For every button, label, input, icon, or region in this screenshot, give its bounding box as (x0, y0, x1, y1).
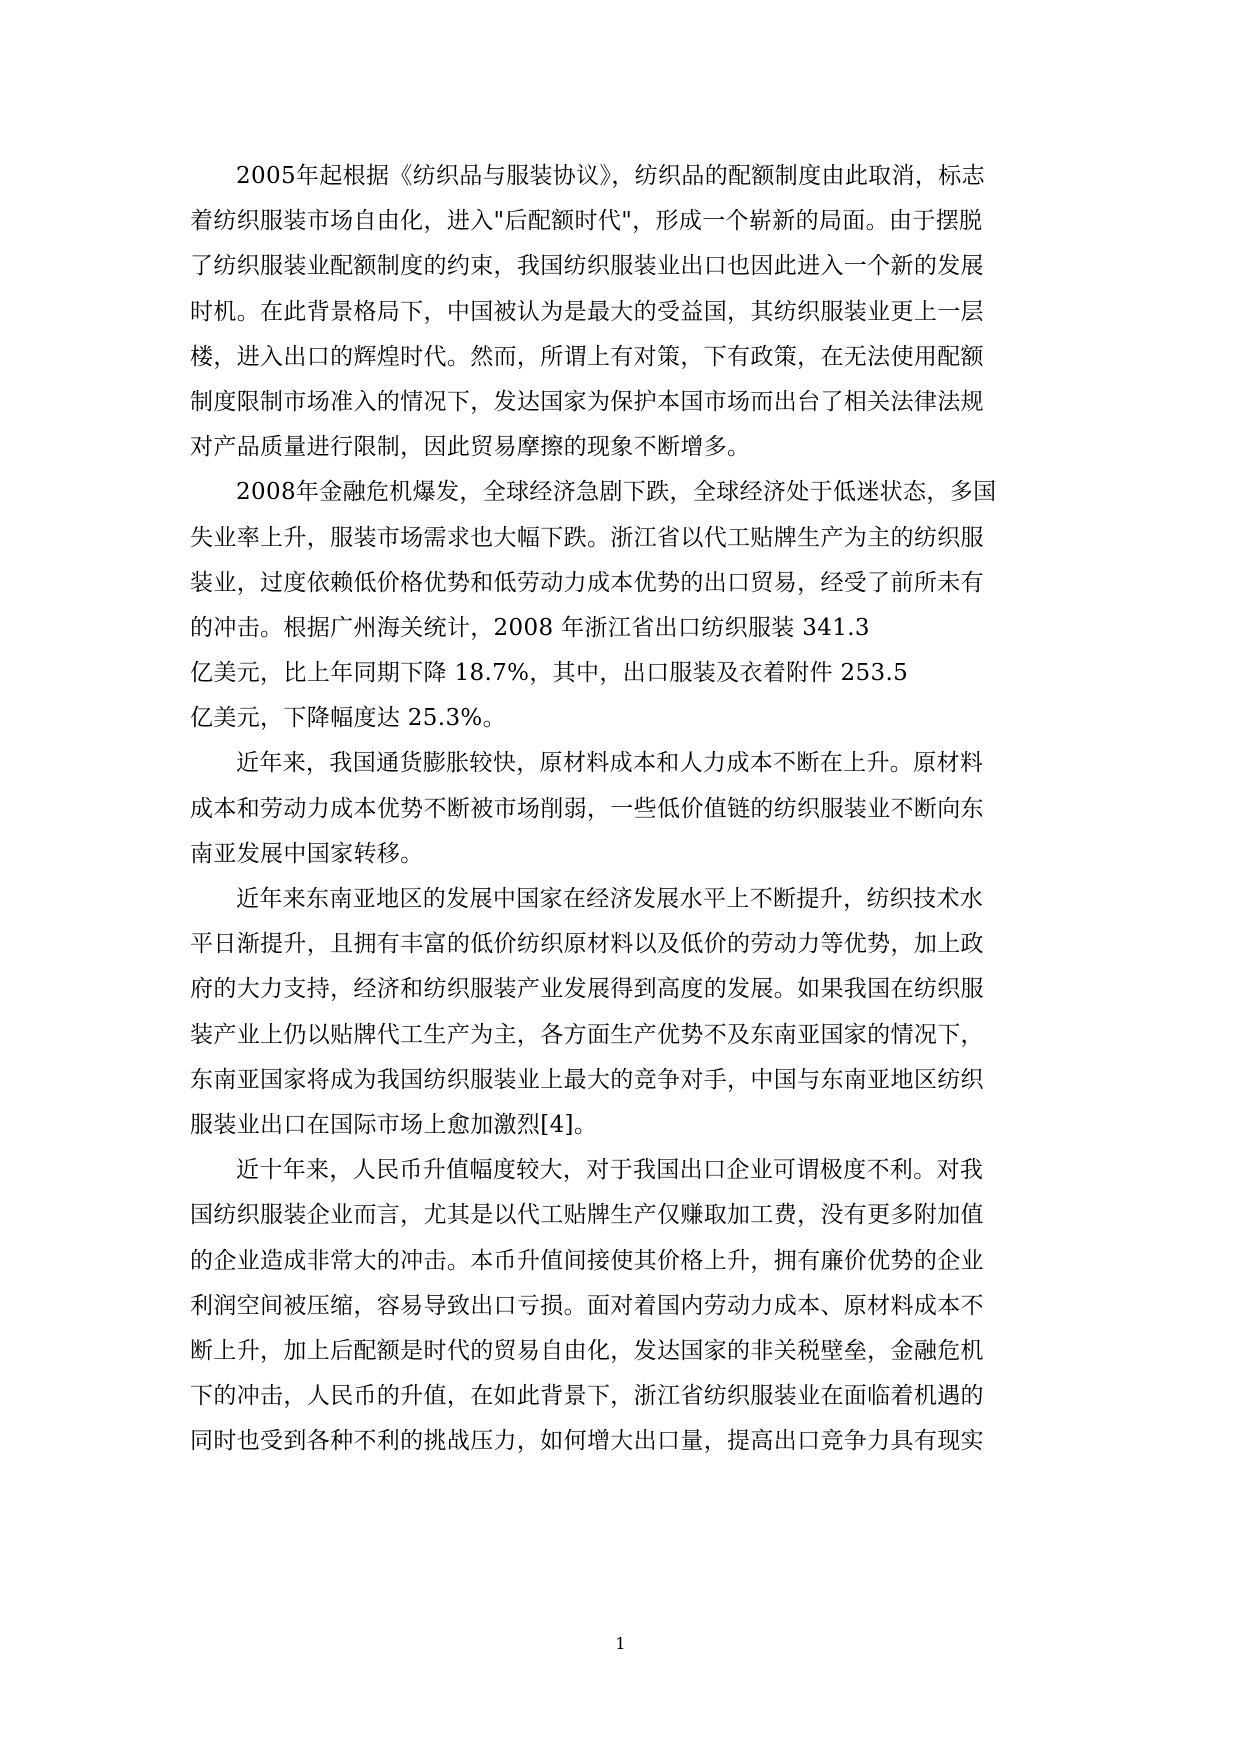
text-line: 了纺织服装业配额制度的约束，我国纺织服装业出口也因此进入一个新的发展 (190, 253, 984, 280)
paragraph-first-line: 2005年起根据《纺织品与服装协议》，纺织品的配额制度由此取消，标志 (236, 163, 985, 189)
text-line: 亿美元，比上年同期下降 18.7%，其中，出口服装及衣着附件 253.5 (190, 660, 909, 687)
text-line: 利润空间被压缩，容易导致出口亏损。面对着国内劳动力成本、原材料成本不 (190, 1292, 984, 1319)
paragraph-first-line: 2008年金融危机爆发，全球经济急剧下跌，全球经济处于低迷状态，多国 (236, 479, 997, 506)
text-line: 成本和劳动力成本优势不断被市场削弱，一些低价值链的纺织服装业不断向东 (190, 795, 984, 822)
text-line: 失业率上升，服装市场需求也大幅下跌。浙江省以代工贴牌生产为主的纺织服 (190, 524, 984, 551)
text-line: 装产业上仍以贴牌代工生产为主，各方面生产优势不及东南亚国家的情况下， (190, 1021, 984, 1048)
text-line: 对产品质量进行限制，因此贸易摩擦的现象不断增多。 (190, 434, 751, 461)
paragraph-first-line: 近年来东南亚地区的发展中国家在经济发展水平上不断提升，纺织技术水 (236, 886, 984, 912)
text-line: 东南亚国家将成为我国纺织服装业上最大的竞争对手，中国与东南亚地区纺织 (190, 1066, 984, 1093)
page-number: 1 (615, 1634, 626, 1653)
body-text (190, 154, 1050, 1464)
text-line: 装业，过度依赖低价格优势和低劳动力成本优势的出口贸易，经受了前所未有 (190, 569, 984, 596)
text-line: 南亚发展中国家转移。 (190, 840, 424, 867)
paragraph-first-line: 近年来，我国通货膨胀较快，原材料成本和人力成本不断在上升。原材料 (236, 750, 984, 777)
text-line: 制度限制市场准入的情况下，发达国家为保护本国市场而出台了相关法律法规 (190, 388, 984, 415)
text-line: 服装业出口在国际市场上愈加激烈[4]。 (190, 1111, 598, 1138)
text-line: 的冲击。根据广州海关统计，2008 年浙江省出口纺织服装 341.3 (190, 614, 870, 641)
text-line: 亿美元，下降幅度达 25.3%。 (190, 705, 506, 732)
text-line: 府的大力支持，经济和纺织服装产业发展得到高度的发展。如果我国在纺织服 (190, 976, 984, 1003)
text-line: 的企业造成非常大的冲击。本币升值间接使其价格上升，拥有廉价优势的企业 (190, 1247, 984, 1274)
text-line: 同时也受到各种不利的挑战压力，如何增大出口量，提高出口竞争力具有现实 (190, 1428, 984, 1455)
paragraph-first-line: 近十年来，人民币升值幅度较大，对于我国出口企业可谓极度不利。对我 (236, 1157, 984, 1184)
text-line: 楼，进入出口的辉煌时代。然而，所谓上有对策，下有政策，在无法使用配额 (190, 343, 984, 370)
text-line: 下的冲击，人民币的升值，在如此背景下，浙江省纺织服装业在面临着机遇的 (190, 1383, 984, 1410)
text-line: 国纺织服装企业而言，尤其是以代工贴牌生产仅赚取加工费，没有更多附加值 (190, 1202, 984, 1229)
text-line: 着纺织服装市场自由化，进入"后配额时代"，形成一个崭新的局面。由于摆脱 (190, 208, 983, 235)
text-line: 时机。在此背景格局下，中国被认为是最大的受益国，其纺织服装业更上一层 (190, 298, 984, 325)
text-line: 断上升，加上后配额是时代的贸易自由化，发达国家的非关税壁垒，金融危机 (190, 1337, 984, 1364)
text-line: 平日渐提升，且拥有丰富的低价纺织原材料以及低价的劳动力等优势，加上政 (190, 931, 984, 958)
